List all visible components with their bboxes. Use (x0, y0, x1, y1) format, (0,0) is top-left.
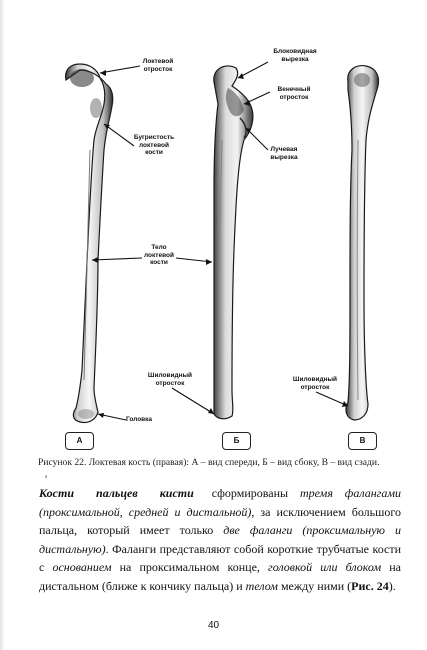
text-base: основанием (52, 560, 112, 574)
label-radial-notch: Лучевая вырезка (270, 146, 298, 161)
text-proximal-end: на проксимальном конце, (111, 560, 269, 574)
body-paragraph (39, 484, 401, 595)
ulna-view-a (66, 64, 113, 423)
label-ulna-shaft: Тело локтевой кости (144, 244, 174, 266)
text-except-thumb: , за исключением большого пальца, который имеет только (39, 504, 401, 537)
view-label-a: А (65, 432, 94, 450)
text-body: телом (245, 578, 278, 593)
text-distal: на дистальном (ближе к кончику пальца) и (39, 560, 401, 593)
term-fingers: пальцев (96, 486, 138, 500)
label-styloid-a: Шиловидный отросток (147, 372, 193, 387)
page-number: 40 (207, 620, 220, 631)
term-bones: Кости (39, 486, 75, 500)
label-head: Головка (126, 416, 153, 423)
text-between: между ними ( (277, 578, 352, 593)
label-olecranon-a: Локтевой отросток (142, 58, 174, 73)
text-two-phalanges: две фаланги (проксимальную и дистальную) (39, 523, 402, 556)
figure-reference: Рис. 24 (351, 578, 389, 593)
ulna-view-c (346, 66, 379, 420)
stray-mark: s (45, 474, 48, 480)
term-hand: кисти (159, 486, 194, 500)
label-styloid-c: Шиловидный отросток (292, 376, 338, 391)
label-trochlear-notch: Блоковидная вырезка (273, 48, 317, 63)
text-head-or-trochlea: головкой или блоком (268, 560, 382, 574)
ulna-view-b (214, 66, 253, 419)
figure-caption: Рисунок 22. Локтевая кость (правая): А – вид спереди, Б – вид сбоку, В – вид сзади. (38, 457, 380, 468)
text-three-phalanges: тремя фалангами (проксимальной, средней и дистальной) (39, 486, 401, 519)
text-phalanges-are: . Фаланги представляют собой короткие трубчатые кости с (39, 541, 401, 574)
view-label-b: Б (222, 432, 251, 450)
text-end: ). (388, 578, 396, 593)
label-coronoid-process: Венечный отросток (277, 86, 311, 101)
view-label-c: В (348, 432, 377, 450)
text-formed: сформированы (199, 486, 300, 500)
label-ulnar-tuberosity: Бугристость локтевой кости (133, 134, 175, 156)
